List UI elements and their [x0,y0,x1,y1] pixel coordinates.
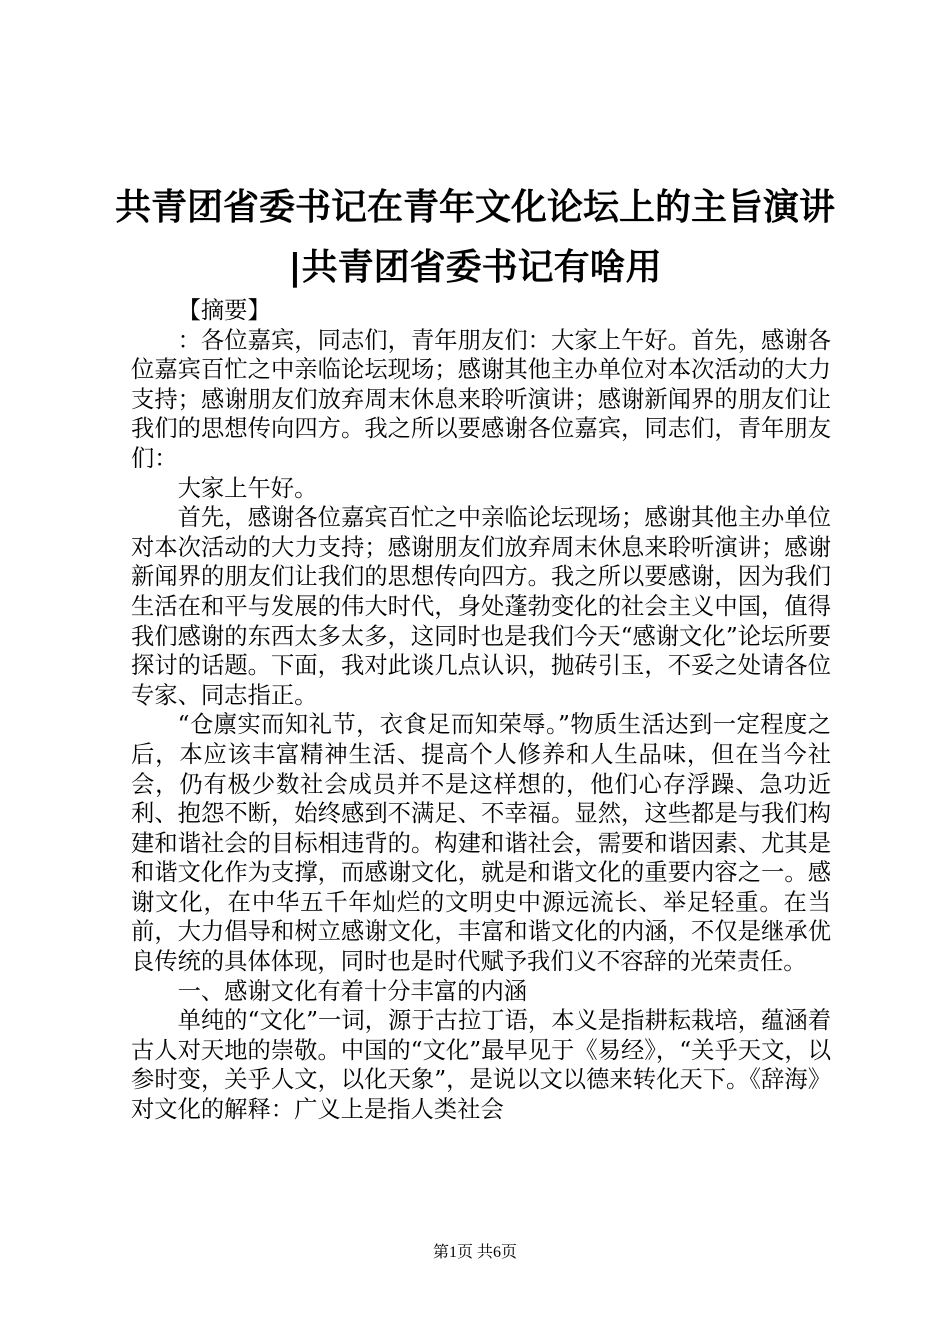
abstract-heading: 【摘要】 [177,297,271,324]
body-paragraph: 大家上午好。 [177,474,318,502]
body-paragraph: “仓廪实而知礼节，衣食足而知荣辱。”物质生活达到一定程度之后，本应该丰富精神生活、提高个人修养和人生品味，但在当今社会，仍有极少数社会成员并不是这样想的，他们心存浮躁、急功近利、抱怨不断，始终感到不满足、不幸福。显然，这些都是与我们构建和谐社会的目标相违背的。构建和谐社会，需要和谐因素、尤其是和谐文化作为支撑，而感谢文化，就是和谐文化的重要内容之一。感谢文化，在中华五千年灿烂的文明史中源远流长、举足轻重。在当前，大力倡导和树立感谢文化，丰富和谐文化的内涵，不仅是继承优良传统的具体体现，同时也是时代赋予我们义不容辞的光荣责任。 [131,711,831,976]
document-title-line-2: |共青团省委书记有啥用 [288,247,662,288]
body-paragraph: ：各位嘉宾，同志们，青年朋友们：大家上午好。首先，感谢各位嘉宾百忙之中亲临论坛现场；感谢其他主办单位对本次活动的大力支持；感谢朋友们放弃周末休息来聆听演讲；感谢新闻界的朋友们让我们的思想传向四方。我之所以要感谢各位嘉宾，同志们，青年朋友们： [131,326,831,472]
document-body [131,296,831,1125]
section-heading: 一、感谢文化有着十分丰富的内涵 [177,977,528,1005]
body-paragraph: 首先，感谢各位嘉宾百忙之中亲临论坛现场；感谢其他主办单位对本次活动的大力支持；感谢朋友们放弃周末休息来聆听演讲；感谢新闻界的朋友们让我们的思想传向四方。我之所以要感谢，因为我们生活在和平与发展的伟大时代，身处蓬勃变化的社会主义中国，值得我们感谢的东西太多太多，这同时也是我们今天“感谢文化”论坛所要探讨的话题。下面，我对此谈几点认识，抛砖引玉，不妥之处请各位专家、同志指正。 [131,504,831,709]
body-paragraph: 单纯的“文化”一词，源于古拉丁语，本义是指耕耘栽培，蕴涵着古人对天地的崇敬。中国的“文化”最早见于《易经》，“关乎天文，以参时变，关乎人文，以化天象”，是说以文以德来转化天下。《辞海》对文化的解释：广义上是指人类社会 [131,1007,831,1124]
document-title-line-1: 共青团省委书记在青年文化论坛上的主旨演讲 [114,187,835,228]
page-number-footer: 第1页 共6页 [432,1244,517,1261]
